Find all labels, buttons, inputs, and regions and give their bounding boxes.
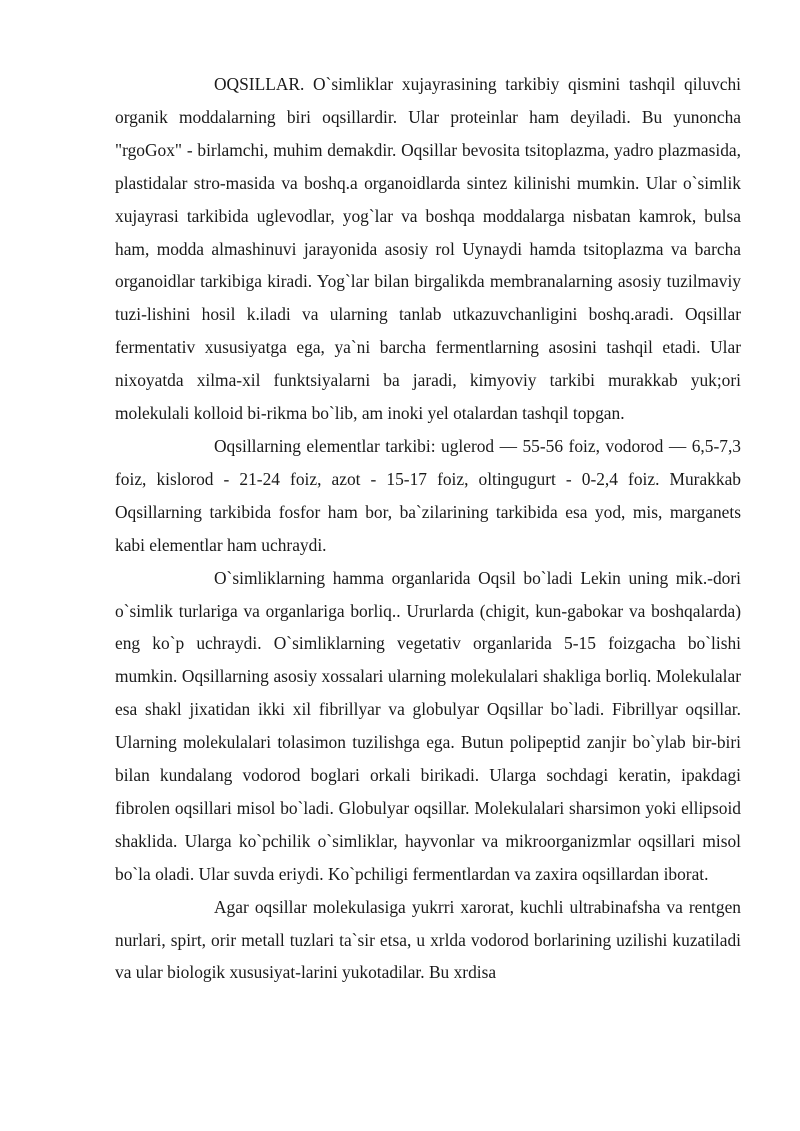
paragraph-denaturation: Agar oqsillar molekulasiga yukrri xarorat, kuchli ultrabinafsha va rentgen nurlari, spirt, orir metall tuzlari ta`sir etsa, u xrlda vodorod borlarining uzilishi kuzatiladi va ular biologik xususiyat-larini yukotadilar. Bu xrdisa [115,896,741,983]
paragraph-oqsillar-intro: OQSILLAR. O`simliklar xujayrasining tarkibiy qismini tashqil qiluvchi organik moddalarning biri oqsillardir. Ular proteinlar ham deyiladi. Bu yunoncha "rgoGox" - birlamchi, muhim demakdir. Oqsillar bevosita tsitoplazma, yadro plazmasida, plastidalar stro-masida va boshq.a organoidlarda sintez kilinishi mumkin. Ular o`simlik xujayrasi tarkibida uglevodlar, yog`lar va boshqa moddalarga nisbatan kamrok, bulsa ham, modda almashinuvi jarayonida asosiy rol Uynaydi hamda tsitoplazma va barcha organoidlar tarkibiga kiradi. Yog`lar bilan birgalikda membranalarning asosiy tuzilmaviy tuzi-lishini hosil k.iladi va ularning tanlab utkazuvchanligini boshq.aradi. Oqsillar fermentativ xususiyatga ega, ya`ni barcha fermentlarning asosini tashqil etadi. Ular nixoyatda xilma-xil funktsiyalarni ba jaradi, kimyoviy tarkibi murakkab yuk;ori molekulali kolloid bi-rikma bo`lib, am inoki yel otalardan tashqil topgan. [115,74,741,424]
paragraph-elemental-composition: Oqsillarning elementlar tarkibi: uglerod — 55-56 foiz, vodorod — 6,5-7,3 foiz, kislorod - 21-24 foiz, azot - 15-17 foiz, oltingugurt - 0-2,4 foiz. Murakkab Oqsillarning tarkibida fosfor ham bor, ba`zilarining tarkibida esa yod, mis, marganets kabi elementlar ham uchraydi. [115,435,741,555]
document-page [115,68,741,989]
paragraph-protein-types: O`simliklarning hamma organlarida Oqsil bo`ladi Lekin uning mik.-dori o`simlik turlariga va organlariga borliq.. Ururlarda (chigit, kun-gabokar va boshqalarda) eng ko`p uchraydi. O`simliklarning vegetativ organlarida 5-15 foizgacha bo`lishi mumkin. Oqsillarning asosiy xossalari ularning molekulalari shakliga borliq. Molekulalar esa shakl jixatidan ikki xil fibrillyar va globulyar Oqsillar bo`ladi. Fibrillyar oqsillar. Ularning molekulalari tolasimon tuzilishga ega. Butun polipeptid zanjir bo`ylab bir-biri bilan kundalang vodorod boglari orkali birikadi. Ularga sochdagi keratin, ipakdagi fibrolen oqsillari misol bo`ladi. Globulyar oqsillar. Molekulalari sharsimon yoki ellipsoid shaklida. Ularga ko`pchilik o`simliklar, hayvonlar va mikroorganizmlar oqsillari misol bo`la oladi. Ular suvda eriydi. Ko`pchiligi fermentlardan va zaxira oqsillardan iborat. [115,567,741,884]
